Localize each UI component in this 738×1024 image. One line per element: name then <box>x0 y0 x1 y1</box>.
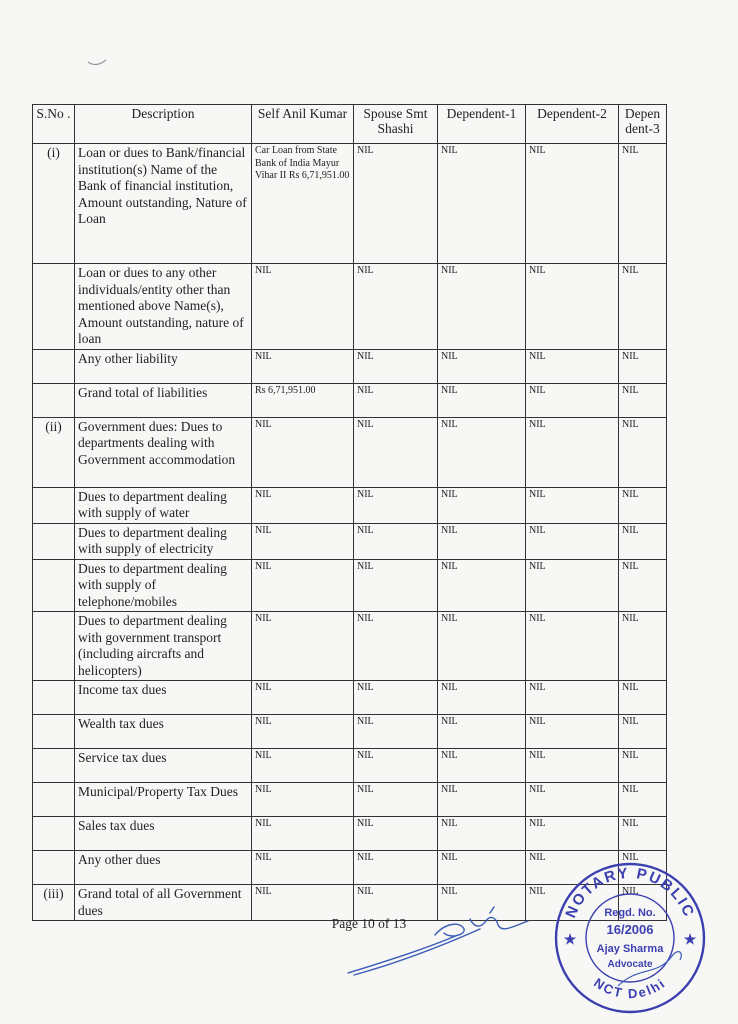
row-value-dependent-1: NIL <box>438 417 526 487</box>
seal-regd-number: 16/2006 <box>606 922 654 937</box>
table-row <box>33 559 667 612</box>
row-value-dependent-2: NIL <box>526 681 619 715</box>
row-value-self: NIL <box>252 612 354 681</box>
row-value-dependent-2: NIL <box>526 612 619 681</box>
table-row <box>33 417 667 487</box>
row-value-dependent-3: NIL <box>619 783 667 817</box>
row-description: Government dues: Dues to departments dealing with Government accommodation <box>75 417 252 487</box>
row-value-spouse: NIL <box>354 885 438 921</box>
row-value-dependent-2: NIL <box>526 144 619 264</box>
row-sno <box>33 715 75 749</box>
row-value-self: NIL <box>252 264 354 350</box>
table-row <box>33 749 667 783</box>
row-sno: (ii) <box>33 417 75 487</box>
row-value-spouse: NIL <box>354 144 438 264</box>
header-spouse: Spouse Smt Shashi <box>354 105 438 144</box>
row-value-dependent-3: NIL <box>619 681 667 715</box>
notary-seal <box>548 856 712 1016</box>
row-value-self: NIL <box>252 559 354 612</box>
row-sno <box>33 383 75 417</box>
row-value-dependent-1: NIL <box>438 349 526 383</box>
seal-name: Ajay Sharma <box>596 943 664 955</box>
row-value-dependent-2: NIL <box>526 749 619 783</box>
row-value-dependent-3: NIL <box>619 612 667 681</box>
row-value-spouse: NIL <box>354 417 438 487</box>
table-row <box>33 264 667 350</box>
row-value-dependent-1: NIL <box>438 523 526 559</box>
row-value-dependent-2: NIL <box>526 783 619 817</box>
row-value-self: NIL <box>252 749 354 783</box>
row-value-dependent-2: NIL <box>526 885 619 921</box>
row-value-dependent-2: NIL <box>526 383 619 417</box>
row-value-dependent-3: NIL <box>619 559 667 612</box>
table-row <box>33 523 667 559</box>
row-value-dependent-2: NIL <box>526 559 619 612</box>
row-sno <box>33 851 75 885</box>
row-value-dependent-3: NIL <box>619 264 667 350</box>
row-sno <box>33 349 75 383</box>
scan-speck <box>86 56 110 68</box>
row-description: Grand total of all Government dues <box>75 885 252 921</box>
row-description: Dues to department dealing with supply of electricity <box>75 523 252 559</box>
svg-text:NCT Delhi <box>591 975 669 1001</box>
table-row <box>33 144 667 264</box>
row-value-dependent-1: NIL <box>438 851 526 885</box>
row-value-self: NIL <box>252 523 354 559</box>
row-value-self: NIL <box>252 885 354 921</box>
row-description: Loan or dues to any other individuals/entity other than mentioned above Name(s), Amount outstanding, nature of loan <box>75 264 252 350</box>
row-value-dependent-1: NIL <box>438 144 526 264</box>
liabilities-table <box>32 104 667 921</box>
row-value-self: NIL <box>252 783 354 817</box>
row-sno: (i) <box>33 144 75 264</box>
row-value-dependent-3: NIL <box>619 851 667 885</box>
seal-top-text: NOTARY PUBLIC <box>562 864 698 921</box>
row-value-dependent-1: NIL <box>438 749 526 783</box>
row-value-spouse: NIL <box>354 851 438 885</box>
row-value-dependent-1: NIL <box>438 559 526 612</box>
table-row <box>33 349 667 383</box>
row-value-dependent-3: NIL <box>619 417 667 487</box>
table-header-row <box>33 105 667 144</box>
header-sno: S.No . <box>33 105 75 144</box>
row-value-dependent-1: NIL <box>438 783 526 817</box>
row-sno <box>33 783 75 817</box>
header-self: Self Anil Kumar <box>252 105 354 144</box>
table-row <box>33 612 667 681</box>
row-value-dependent-3: NIL <box>619 383 667 417</box>
row-description: Wealth tax dues <box>75 715 252 749</box>
row-value-self: Rs 6,71,951.00 <box>252 383 354 417</box>
row-value-self: NIL <box>252 715 354 749</box>
seal-star-left: ★ <box>563 931 577 947</box>
row-description: Dues to department dealing with government transport (including aircrafts and helicopters) <box>75 612 252 681</box>
row-value-self: NIL <box>252 851 354 885</box>
row-description: Any other liability <box>75 349 252 383</box>
row-value-dependent-2: NIL <box>526 523 619 559</box>
row-sno <box>33 749 75 783</box>
row-description: Income tax dues <box>75 681 252 715</box>
row-value-dependent-3: NIL <box>619 817 667 851</box>
row-value-dependent-1: NIL <box>438 817 526 851</box>
seal-bottom-text: NCT Delhi <box>591 974 669 1002</box>
row-value-dependent-1: NIL <box>438 681 526 715</box>
row-value-dependent-2: NIL <box>526 715 619 749</box>
seal-star-right: ★ <box>683 931 697 947</box>
row-value-dependent-2: NIL <box>526 817 619 851</box>
table-row <box>33 487 667 523</box>
row-value-spouse: NIL <box>354 559 438 612</box>
seal-regd-label: Regd. No. <box>604 907 656 919</box>
row-value-dependent-1: NIL <box>438 715 526 749</box>
table-row <box>33 681 667 715</box>
table-row <box>33 715 667 749</box>
row-value-spouse: NIL <box>354 264 438 350</box>
row-value-dependent-2: NIL <box>526 264 619 350</box>
row-description: Sales tax dues <box>75 817 252 851</box>
row-value-spouse: NIL <box>354 817 438 851</box>
row-value-spouse: NIL <box>354 349 438 383</box>
row-sno <box>33 264 75 350</box>
row-sno: (iii) <box>33 885 75 921</box>
row-value-self: Car Loan from State Bank of India Mayur Vihar II Rs 6,71,951.00 <box>252 144 354 264</box>
row-sno <box>33 817 75 851</box>
row-value-dependent-1: NIL <box>438 885 526 921</box>
row-description: Loan or dues to Bank/financial institution(s) Name of the Bank of financial institution, Amount outstanding, Nature of Loan <box>75 144 252 264</box>
row-value-dependent-1: NIL <box>438 264 526 350</box>
row-value-self: NIL <box>252 417 354 487</box>
row-value-dependent-3: NIL <box>619 487 667 523</box>
row-value-self: NIL <box>252 349 354 383</box>
row-value-spouse: NIL <box>354 715 438 749</box>
row-value-self: NIL <box>252 817 354 851</box>
row-value-self: NIL <box>252 681 354 715</box>
row-description: Dues to department dealing with supply of water <box>75 487 252 523</box>
row-value-spouse: NIL <box>354 487 438 523</box>
row-value-dependent-3: NIL <box>619 523 667 559</box>
row-value-spouse: NIL <box>354 681 438 715</box>
row-value-dependent-3: NIL <box>619 749 667 783</box>
row-description: Grand total of liabilities <box>75 383 252 417</box>
row-description: Dues to department dealing with supply of telephone/mobiles <box>75 559 252 612</box>
header-dependent-3: Depen dent-3 <box>619 105 667 144</box>
table-row <box>33 817 667 851</box>
seal-designation: Advocate <box>607 959 653 970</box>
row-value-dependent-1: NIL <box>438 383 526 417</box>
header-dependent-1: Dependent-1 <box>438 105 526 144</box>
row-value-dependent-3: NIL <box>619 349 667 383</box>
row-value-dependent-1: NIL <box>438 487 526 523</box>
row-sno <box>33 612 75 681</box>
row-value-spouse: NIL <box>354 523 438 559</box>
table-body <box>33 144 667 921</box>
table-row <box>33 783 667 817</box>
row-value-dependent-2: NIL <box>526 487 619 523</box>
row-sno <box>33 681 75 715</box>
row-value-spouse: NIL <box>354 612 438 681</box>
row-value-spouse: NIL <box>354 749 438 783</box>
handwritten-signature <box>340 905 550 980</box>
row-description: Service tax dues <box>75 749 252 783</box>
row-value-dependent-3: NIL <box>619 885 667 921</box>
row-value-spouse: NIL <box>354 783 438 817</box>
header-dependent-2: Dependent-2 <box>526 105 619 144</box>
row-value-dependent-1: NIL <box>438 612 526 681</box>
row-value-spouse: NIL <box>354 383 438 417</box>
row-value-dependent-2: NIL <box>526 851 619 885</box>
row-value-dependent-3: NIL <box>619 144 667 264</box>
page-number: Page 10 of 13 <box>331 916 407 931</box>
header-description: Description <box>75 105 252 144</box>
row-value-self: NIL <box>252 487 354 523</box>
row-sno <box>33 559 75 612</box>
row-description: Municipal/Property Tax Dues <box>75 783 252 817</box>
row-value-dependent-2: NIL <box>526 349 619 383</box>
row-value-dependent-2: NIL <box>526 417 619 487</box>
row-description: Any other dues <box>75 851 252 885</box>
row-value-dependent-3: NIL <box>619 715 667 749</box>
row-sno <box>33 523 75 559</box>
table-row <box>33 383 667 417</box>
row-sno <box>33 487 75 523</box>
